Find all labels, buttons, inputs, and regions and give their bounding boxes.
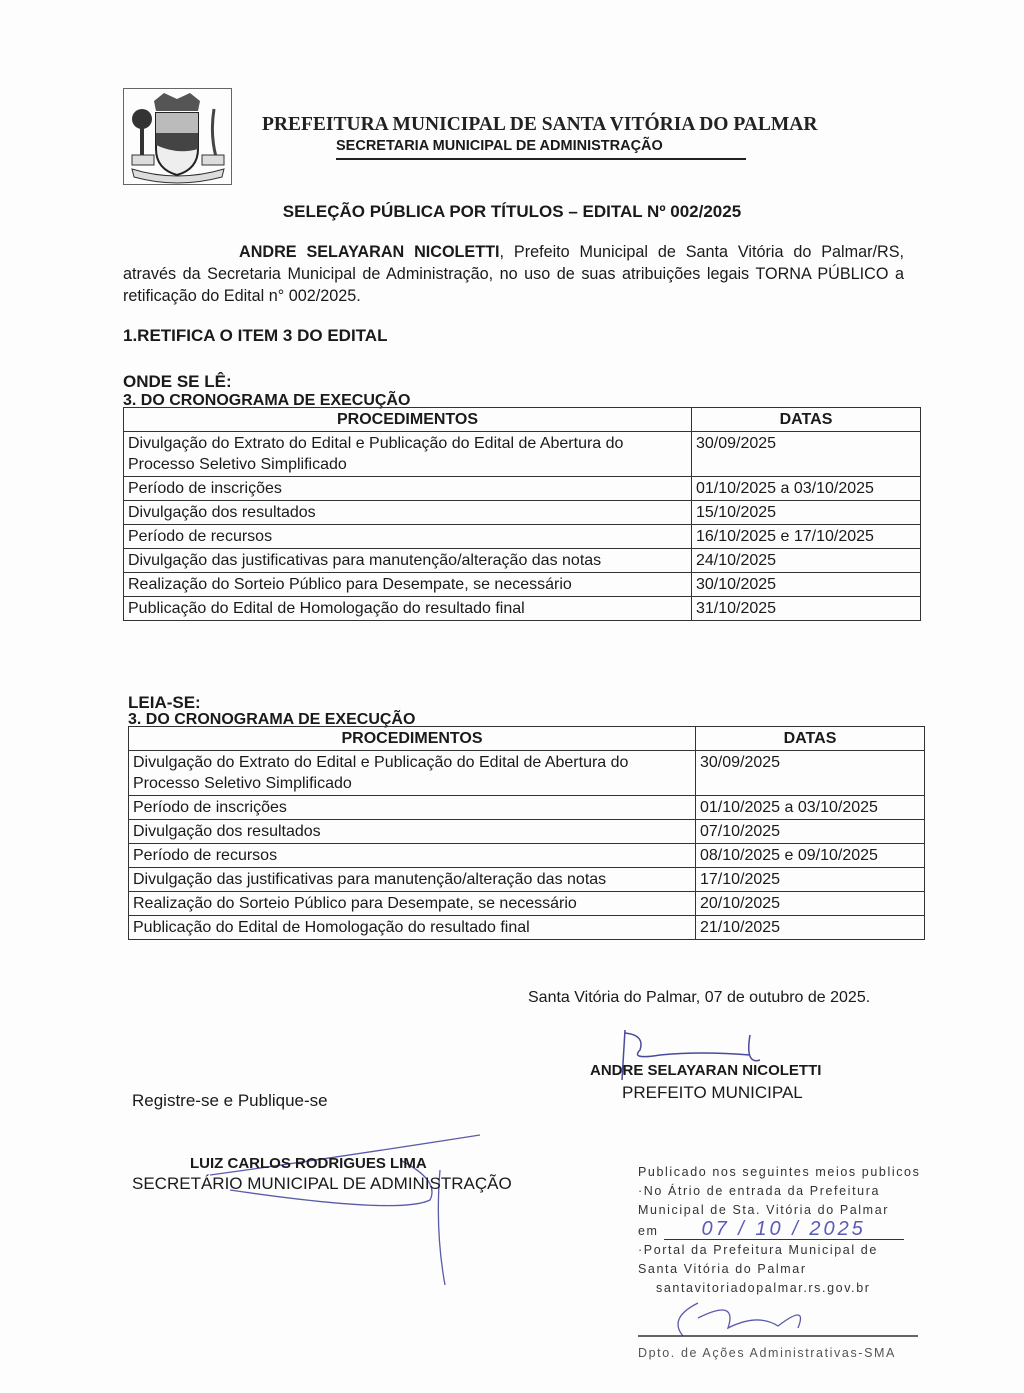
table-row (129, 796, 925, 820)
date-cell: 24/10/2025 (692, 549, 921, 573)
stamp-line: Santa Vitória do Palmar (638, 1262, 807, 1276)
date-cell: 31/10/2025 (692, 597, 921, 621)
table-row (124, 549, 921, 573)
table-row (124, 501, 921, 525)
date-cell: 15/10/2025 (692, 501, 921, 525)
section-heading: 1.RETIFICA O ITEM 3 DO EDITAL (123, 326, 388, 345)
procedure-cell: Período de inscrições (124, 477, 692, 501)
mayor-name: ANDRE SELAYARAN NICOLETTI (239, 243, 500, 261)
procedure-cell: Divulgação do Extrato do Edital e Publicação do Edital de Abertura do Processo Seletivo Simplificado (129, 751, 696, 796)
procedure-cell: Período de recursos (129, 844, 696, 868)
stamp-date: 07 / 10 / 2025 (664, 1220, 904, 1240)
intro-text: , Prefeito Municipal de Santa Vitória do Palmar/RS, através da Secretaria Municipal de Administração, no uso de suas atribuições legais TORNA PÚBLICO a retificação do Edital n° 002/2025. (123, 243, 905, 305)
org-name: PREFEITURA MUNICIPAL DE SANTA VITÓRIA DO PALMAR (262, 114, 818, 135)
department-name: SECRETARIA MUNICIPAL DE ADMINISTRAÇÃO (336, 138, 746, 160)
procedure-cell: Divulgação das justificativas para manutenção/alteração das notas (129, 868, 696, 892)
date-cell: 30/09/2025 (696, 751, 925, 796)
signer2-name: LUIZ CARLOS RODRIGUES LIMA (190, 1155, 427, 1172)
table-row (129, 868, 925, 892)
procedure-cell: Publicação do Edital de Homologação do resultado final (124, 597, 692, 621)
intro-paragraph (123, 241, 904, 307)
procedure-cell: Divulgação do Extrato do Edital e Publicação do Edital de Abertura do Processo Seletivo Simplificado (124, 432, 692, 477)
date-cell: 30/09/2025 (692, 432, 921, 477)
date-cell: 30/10/2025 (692, 573, 921, 597)
table-row (129, 892, 925, 916)
stamp-line: ·No Átrio de entrada da Prefeitura (638, 1184, 881, 1198)
signer2-role: SECRETÁRIO MUNICIPAL DE ADMINISTRAÇÃO (132, 1174, 512, 1193)
header-procedimentos: PROCEDIMENTOS (129, 727, 696, 751)
table-row (129, 751, 925, 796)
register-publish-note: Registre-se e Publique-se (132, 1091, 328, 1110)
place-date: Santa Vitória do Palmar, 07 de outubro de 2025. (528, 989, 871, 1006)
header-datas: DATAS (696, 727, 925, 751)
procedure-cell: Período de recursos (124, 525, 692, 549)
date-cell: 08/10/2025 e 09/10/2025 (696, 844, 925, 868)
stamp-line: ·Portal da Prefeitura Municipal de (638, 1243, 878, 1257)
procedure-cell: Realização do Sorteio Público para Desempate, se necessário (129, 892, 696, 916)
date-cell: 20/10/2025 (696, 892, 925, 916)
signer1-role: PREFEITO MUNICIPAL (622, 1083, 803, 1102)
table-row (124, 477, 921, 501)
procedure-cell: Realização do Sorteio Público para Desempate, se necessário (124, 573, 692, 597)
table-row (124, 573, 921, 597)
table-row (129, 916, 925, 940)
stamp-signature (638, 1298, 918, 1338)
date-cell: 01/10/2025 a 03/10/2025 (696, 796, 925, 820)
table-row (124, 432, 921, 477)
procedure-cell: Divulgação dos resultados (124, 501, 692, 525)
procedure-cell: Divulgação das justificativas para manutenção/alteração das notas (124, 549, 692, 573)
secretary-signature (200, 1120, 500, 1290)
schedule-table-old (123, 407, 921, 621)
table-row (124, 597, 921, 621)
onde-se-le-label: ONDE SE LÊ: (123, 372, 232, 391)
date-cell: 21/10/2025 (696, 916, 925, 940)
schedule-table-new (128, 726, 925, 940)
onde-subtitle: 3. DO CRONOGRAMA DE EXECUÇÃO (123, 392, 411, 409)
signer1-name: ANDRE SELAYARAN NICOLETTI (590, 1062, 822, 1079)
stamp-line: Municipal de Sta. Vitória do Palmar (638, 1203, 890, 1217)
municipal-coat-of-arms-logo (123, 88, 232, 185)
procedure-cell: Publicação do Edital de Homologação do resultado final (129, 916, 696, 940)
stamp-line: Publicado nos seguintes meios publicos (638, 1165, 921, 1179)
date-cell: 01/10/2025 a 03/10/2025 (692, 477, 921, 501)
table-row (129, 820, 925, 844)
date-cell: 07/10/2025 (696, 820, 925, 844)
table-row (124, 525, 921, 549)
header-procedimentos: PROCEDIMENTOS (124, 408, 692, 432)
procedure-cell: Divulgação dos resultados (129, 820, 696, 844)
procedure-cell: Período de inscrições (129, 796, 696, 820)
date-cell: 16/10/2025 e 17/10/2025 (692, 525, 921, 549)
publication-stamp (638, 1163, 928, 1363)
leia-subtitle: 3. DO CRONOGRAMA DE EXECUÇÃO (128, 711, 416, 728)
document-title: SELEÇÃO PÚBLICA POR TÍTULOS – EDITAL Nº 002/2025 (282, 202, 742, 221)
leia-se-label: LEIA-SE: (128, 693, 201, 712)
header-datas: DATAS (692, 408, 921, 432)
stamp-em: em (638, 1224, 659, 1238)
stamp-line: santavitoriadopalmar.rs.gov.br (656, 1281, 871, 1295)
date-cell: 17/10/2025 (696, 868, 925, 892)
table-row (129, 844, 925, 868)
stamp-footer: Dpto. de Ações Administrativas-SMA (638, 1346, 896, 1360)
